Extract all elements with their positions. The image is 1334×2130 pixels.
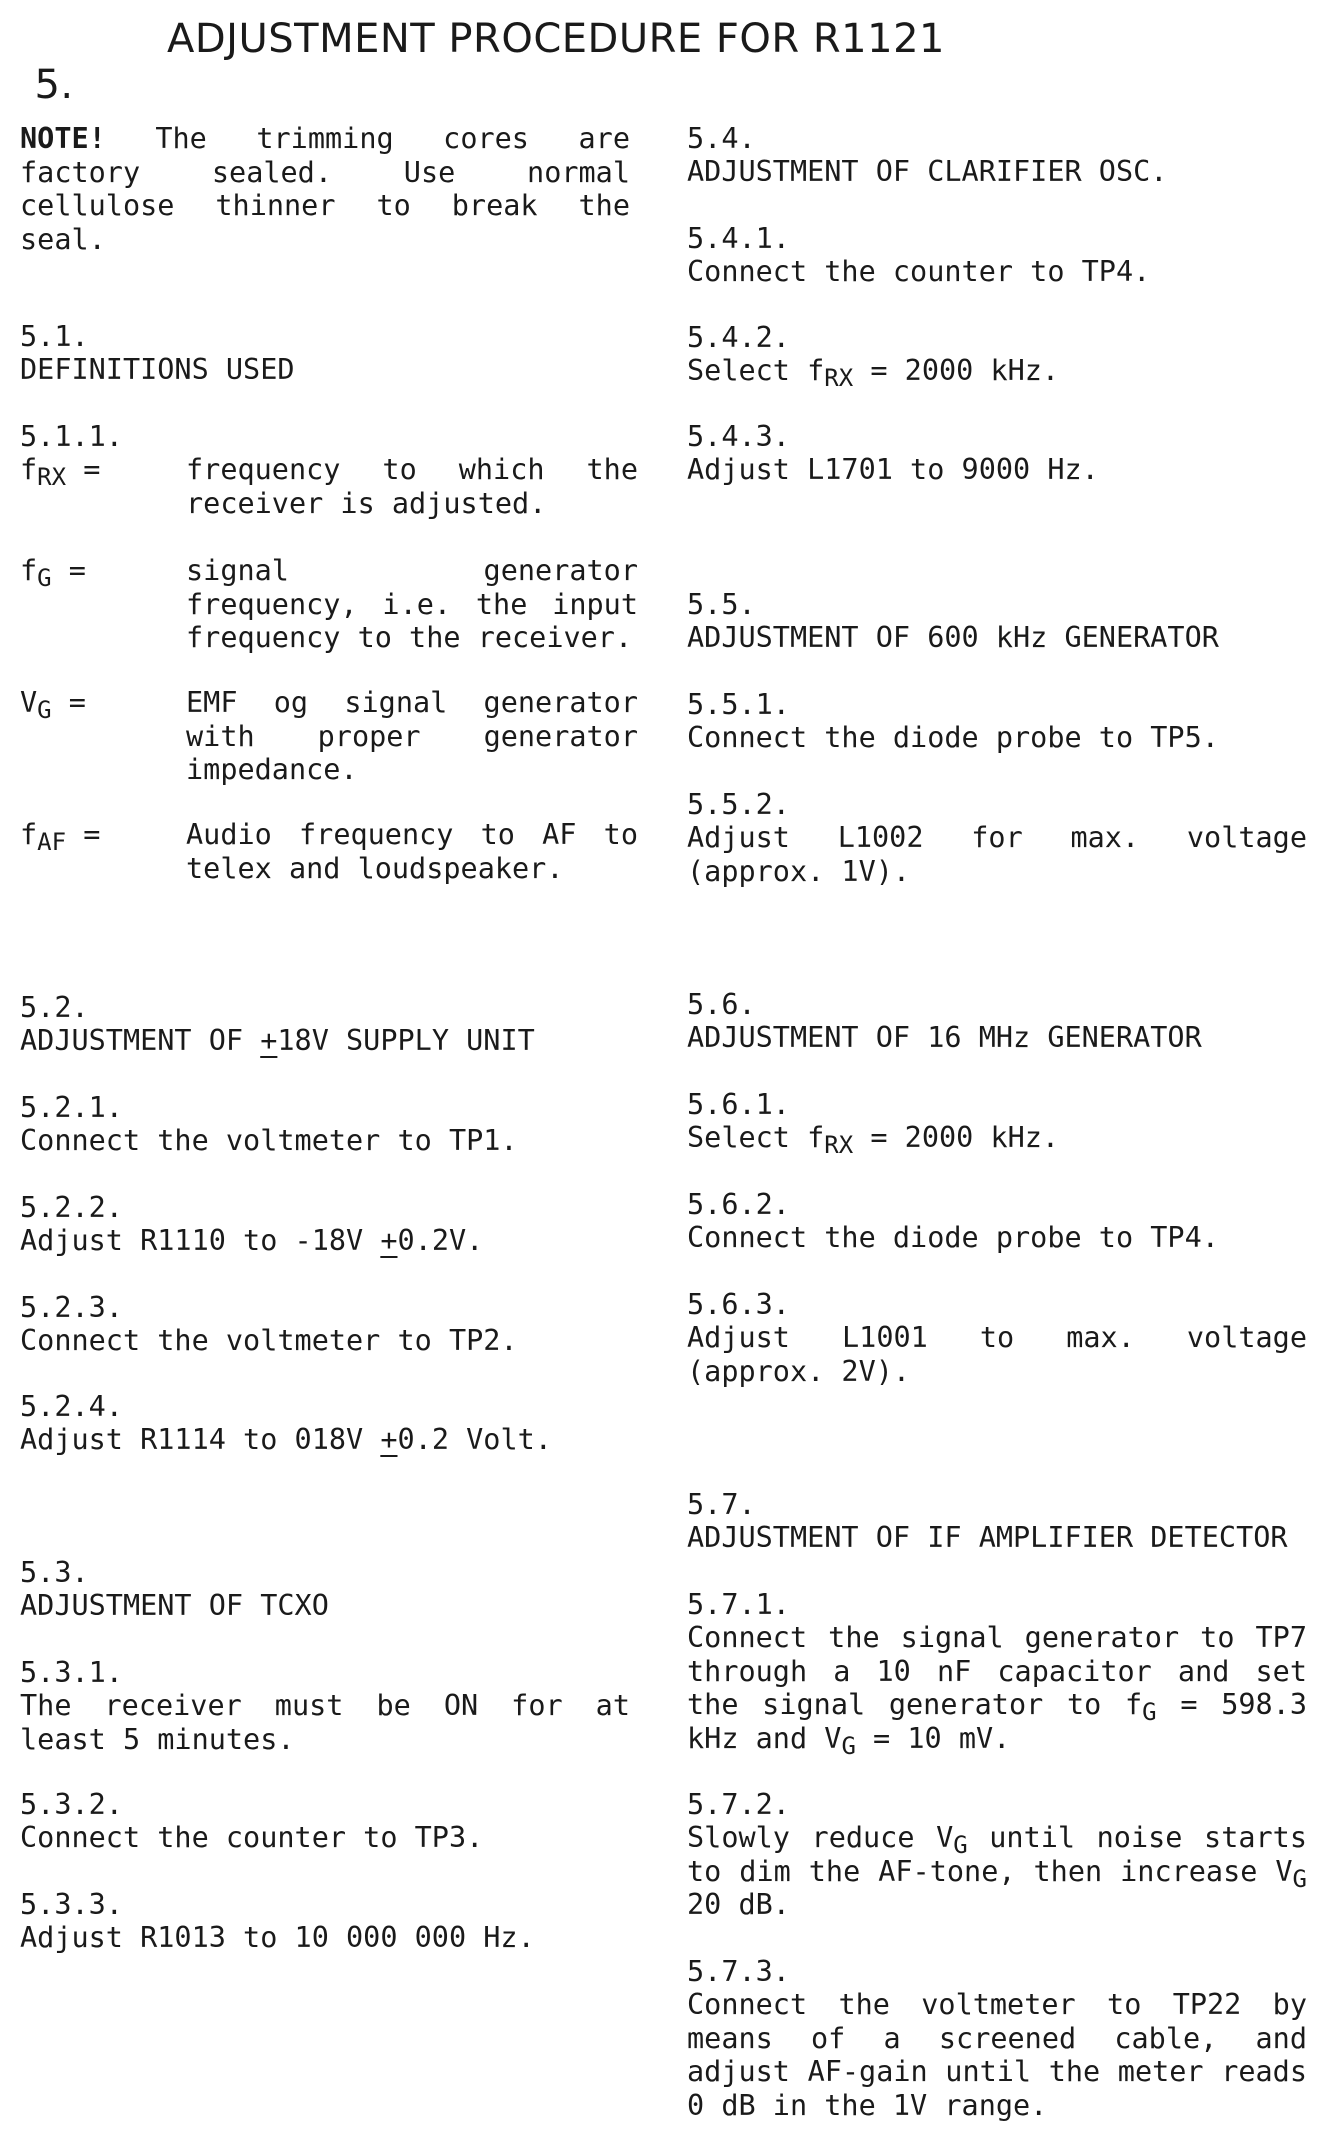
definition-symbol: $f_G$ = (20, 554, 86, 592)
note-paragraph: NOTE! The trimming cores are factory sealed. Use normal cellulose thinner to break the seal. (20, 122, 630, 256)
section-5-4-3-number: 5.4.3. (687, 420, 790, 453)
definition-symbol: $V_G$ = (20, 686, 86, 724)
section-5-1-1-number: 5.1.1. (20, 420, 123, 453)
section-5-2-1-number: 5.2.1. (20, 1091, 123, 1124)
section-5-5-1-text: Connect the diode probe to TP5. (687, 721, 1219, 754)
section-5-7-2-number: 5.7.2. (687, 1788, 790, 1821)
definition-text: EMF og signal generator with proper generator impedance. (186, 686, 638, 786)
section-5-5-number: 5.5. (687, 588, 756, 621)
section-5-3-number: 5.3. (20, 1556, 89, 1589)
section-5-3-2-number: 5.3.2. (20, 1788, 123, 1821)
section-5-6-3-number: 5.6.3. (687, 1288, 790, 1321)
section-5-3-heading: ADJUSTMENT OF TCXO (20, 1589, 329, 1622)
section-5-3-3-text: Adjust R1013 to 10 000 000 Hz. (20, 1921, 535, 1954)
section-5-6-2-number: 5.6.2. (687, 1188, 790, 1221)
section-5-6-1-number: 5.6.1. (687, 1088, 790, 1121)
section-number: 5. (34, 62, 74, 108)
section-5-5-2-number: 5.5.2. (687, 788, 790, 821)
section-5-5-2-text: Adjust L1002 for max. voltage (approx. 1V). (687, 821, 1307, 888)
section-5-2-1-text: Connect the voltmeter to TP1. (20, 1124, 518, 1157)
section-5-6-heading: ADJUSTMENT OF 16 MHz GENERATOR (687, 1021, 1202, 1054)
definition-text: frequency to which the receiver is adjusted. (186, 453, 638, 520)
note-label: NOTE! (20, 122, 106, 155)
definition-symbol: $f_{AF}$ = (20, 818, 101, 856)
section-5-3-3-number: 5.3.3. (20, 1888, 123, 1921)
section-5-3-1-number: 5.3.1. (20, 1656, 123, 1689)
section-5-6-2-text: Connect the diode probe to TP4. (687, 1221, 1219, 1254)
section-5-7-1-number: 5.7.1. (687, 1588, 790, 1621)
section-5-5-1-number: 5.5.1. (687, 688, 790, 721)
section-5-7-number: 5.7. (687, 1488, 756, 1521)
section-5-6-3-text: Adjust L1001 to max. voltage (approx. 2V). (687, 1321, 1307, 1388)
section-5-2-2-number: 5.2.2. (20, 1191, 123, 1224)
section-5-4-number: 5.4. (687, 122, 756, 155)
section-5-2-number: 5.2. (20, 991, 89, 1024)
section-5-3-1-text: The receiver must be ON for at least 5 minutes. (20, 1689, 630, 1756)
section-5-4-3-text: Adjust L1701 to 9000 Hz. (687, 453, 1099, 486)
section-5-7-heading: ADJUSTMENT OF IF AMPLIFIER DETECTOR (687, 1521, 1288, 1554)
definition-text: Audio frequency to AF to telex and loudspeaker. (186, 818, 638, 885)
section-5-5-heading: ADJUSTMENT OF 600 kHz GENERATOR (687, 621, 1219, 654)
section-5-6-number: 5.6. (687, 988, 756, 1021)
section-5-1-number: 5.1. (20, 320, 89, 353)
section-5-4-2-number: 5.4.2. (687, 321, 790, 354)
section-5-4-2-text: Select $f_{RX} = 2000$ kHz. (687, 354, 1060, 392)
section-5-2-heading: ADJUSTMENT OF +18V SUPPLY UNIT (20, 1024, 535, 1057)
section-5-7-2-text: Slowly reduce $V_G$ until noise starts to dim the AF-tone, then increase $V_G$ 20 dB. (687, 1821, 1307, 1921)
section-5-2-2-text: Adjust R1110 to -18V +0.2V. (20, 1224, 484, 1257)
section-5-2-3-number: 5.2.3. (20, 1291, 123, 1324)
section-5-4-1-text: Connect the counter to TP4. (687, 255, 1151, 288)
section-5-2-4-text: Adjust R1114 to 018V +0.2 Volt. (20, 1423, 552, 1456)
section-5-4-1-number: 5.4.1. (687, 222, 790, 255)
section-5-6-1-text: Select $f_{RX} = 2000$ kHz. (687, 1121, 1060, 1159)
section-title: ADJUSTMENT PROCEDURE FOR R1121 (167, 16, 945, 62)
section-5-2-3-text: Connect the voltmeter to TP2. (20, 1324, 518, 1357)
section-5-3-2-text: Connect the counter to TP3. (20, 1821, 484, 1854)
section-5-2-4-number: 5.2.4. (20, 1390, 123, 1423)
definition-symbol: $f_{RX}$ = (20, 453, 101, 491)
definition-text: signal generator frequency, i.e. the input frequency to the receiver. (186, 554, 638, 654)
section-5-1-heading: DEFINITIONS USED (20, 353, 295, 386)
section-5-4-heading: ADJUSTMENT OF CLARIFIER OSC. (687, 155, 1168, 188)
section-5-7-3-number: 5.7.3. (687, 1955, 790, 1988)
section-5-7-1-text: Connect the signal generator to TP7 through a 10 nF capacitor and set the signal generator to $f_G = 598.3$ kHz and $V_G = 10$ mV. (687, 1621, 1307, 1760)
section-5-7-3-text: Connect the voltmeter to TP22 by means of a screened cable, and adjust AF-gain until the meter reads 0 dB in the 1V range. (687, 1988, 1307, 2122)
